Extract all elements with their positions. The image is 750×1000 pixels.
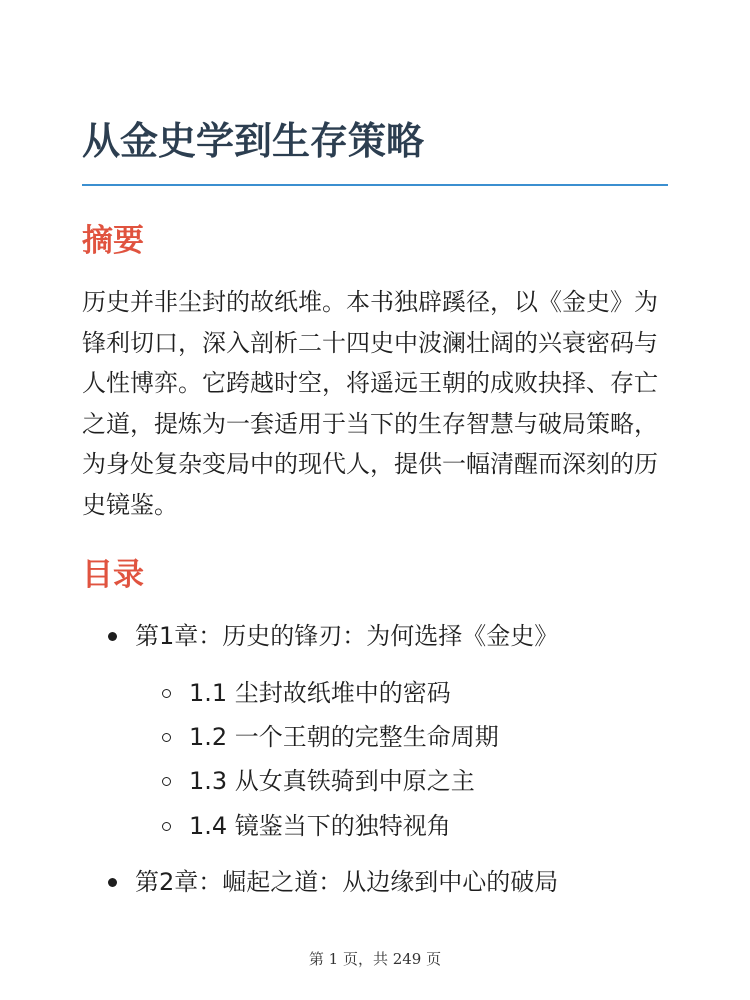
toc-chapter-2[interactable]: [108, 866, 558, 898]
toc-section-label: 1.4 镜鉴当下的独特视角: [189, 812, 451, 840]
document-title: 从金史学到生存策略: [82, 119, 425, 163]
toc-section-label: 1.1 尘封故纸堆中的密码: [189, 679, 451, 707]
toc-heading: 目录: [82, 557, 144, 593]
abstract-heading: 摘要: [82, 223, 144, 259]
toc-section-1-1[interactable]: [162, 677, 451, 709]
toc-section-1-3[interactable]: [162, 765, 475, 797]
title-divider: [82, 184, 668, 186]
hollow-bullet-icon: [162, 777, 171, 786]
hollow-bullet-icon: [162, 689, 171, 698]
hollow-bullet-icon: [162, 822, 171, 831]
bullet-icon: [108, 632, 117, 641]
hollow-bullet-icon: [162, 733, 171, 742]
toc-chapter-label: 第1章：历史的锋刃：为何选择《金史》: [135, 622, 559, 650]
abstract-text: 历史并非尘封的故纸堆。本书独辟蹊径，以《金史》为锋利切口，深入剖析二十四史中波澜壮阔的兴衰密码与人性博弈。它跨越时空，将遥远王朝的成败抉择、存亡之道，提炼为一套适用于当下的生存智慧与破局策略，为身处复杂变局中的现代人，提供一幅清醒而深刻的历史镜鉴。: [82, 288, 658, 519]
toc-section-1-2[interactable]: [162, 721, 499, 753]
page-number-footer: 第 1 页，共 249 页: [308, 950, 442, 968]
toc-section-label: 1.2 一个王朝的完整生命周期: [189, 723, 499, 751]
toc-chapter-1[interactable]: [108, 620, 558, 652]
bullet-icon: [108, 878, 117, 887]
toc-chapter-label: 第2章：崛起之道：从边缘到中心的破局: [135, 868, 559, 896]
toc-section-1-4[interactable]: [162, 810, 451, 842]
toc-section-label: 1.3 从女真铁骑到中原之主: [189, 767, 475, 795]
